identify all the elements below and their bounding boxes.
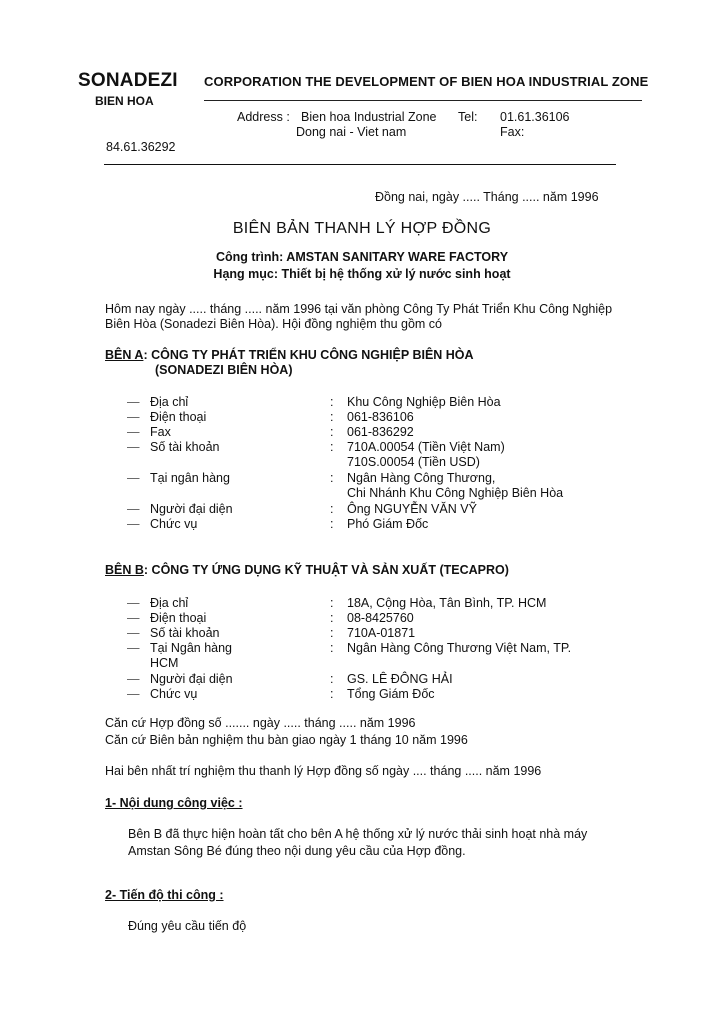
detail-colon: : <box>330 425 334 439</box>
fax-value: 84.61.36292 <box>106 140 176 154</box>
detail-colon: : <box>330 641 334 655</box>
bullet-dash: — <box>127 687 140 701</box>
detail-label: Địa chỉ <box>150 395 189 409</box>
corporation-underline <box>204 100 642 101</box>
detail-label: Tại ngân hàng <box>150 471 230 485</box>
project-line: Công trình: AMSTAN SANITARY WARE FACTORY <box>215 250 509 264</box>
basis-contract: Căn cứ Hợp đồng số ....... ngày ..... tháng ..... năm 1996 <box>105 716 416 730</box>
detail-label: Chức vụ <box>150 517 198 531</box>
detail-value: Ông NGUYỄN VĂN VỸ <box>347 502 477 516</box>
bullet-dash: — <box>127 596 140 610</box>
detail-colon: : <box>330 517 334 531</box>
bullet-dash: — <box>127 471 140 485</box>
detail-label: Người đại diện <box>150 502 233 516</box>
company-logo-text: SONADEZI <box>78 70 178 91</box>
basis-handover: Căn cứ Biên bản nghiệm thu bàn giao ngày 1 tháng 10 năm 1996 <box>105 733 468 747</box>
detail-label: Fax <box>150 425 171 439</box>
detail-value-continued: HCM <box>150 656 179 670</box>
detail-value-continued: 710S.00054 (Tiền USD) <box>347 455 480 469</box>
detail-value: 710A.00054 (Tiền Việt Nam) <box>347 440 505 454</box>
detail-value: Tổng Giám Đốc <box>347 687 435 701</box>
detail-value: 08-8425760 <box>347 611 414 625</box>
detail-colon: : <box>330 502 334 516</box>
detail-label: Người đại diện <box>150 672 233 686</box>
detail-label: Điện thoại <box>150 410 207 424</box>
party-a-name: : CÔNG TY PHÁT TRIỂN KHU CÔNG NGHIỆP BIÊN HÒA <box>143 348 474 362</box>
bullet-dash: — <box>127 502 140 516</box>
bullet-dash: — <box>127 672 140 686</box>
detail-value: GS. LÊ ĐÔNG HẢI <box>347 672 453 686</box>
bullet-dash: — <box>127 611 140 625</box>
category-line: Hạng mục: Thiết bị hệ thống xử lý nước sinh hoạt <box>213 267 511 281</box>
bullet-dash: — <box>127 440 140 454</box>
detail-value: 061-836292 <box>347 425 414 439</box>
party-b-label: BÊN B <box>105 563 144 577</box>
section-1-heading: 1- Nội dung công việc : <box>105 796 243 810</box>
header-divider <box>104 164 616 165</box>
party-b-heading <box>105 563 509 577</box>
bullet-dash: — <box>127 517 140 531</box>
detail-value: 710A-01871 <box>347 626 416 640</box>
document-title: BIÊN BẢN THANH LÝ HỢP ĐỒNG <box>232 220 492 237</box>
detail-label: Tại Ngân hàng <box>150 641 233 655</box>
bullet-dash: — <box>127 641 140 655</box>
bullet-dash: — <box>127 626 140 640</box>
bullet-dash: — <box>127 410 140 424</box>
detail-label: Số tài khoản <box>150 626 220 640</box>
tel-label: Tel: <box>458 110 478 124</box>
detail-colon: : <box>330 395 334 409</box>
detail-colon: : <box>330 687 334 701</box>
party-b-name: : CÔNG TY ỨNG DỤNG KỸ THUẬT VÀ SẢN XUẤT (TECAPRO) <box>143 563 509 577</box>
party-a-heading <box>105 348 474 362</box>
detail-colon: : <box>330 596 334 610</box>
corporation-name: CORPORATION THE DEVELOPMENT OF BIEN HOA INDUSTRIAL ZONE <box>204 74 649 89</box>
detail-value-continued: Chi Nhánh Khu Công Nghiệp Biên Hòa <box>347 486 564 500</box>
detail-colon: : <box>330 626 334 640</box>
party-a-name-sub: (SONADEZI BIÊN HÒA) <box>155 363 293 377</box>
section-2-heading: 2- Tiến độ thi công : <box>105 888 224 902</box>
detail-value: Ngân Hàng Công Thương, <box>347 471 496 485</box>
tel-value: 01.61.36106 <box>500 110 570 124</box>
detail-value: 061-836106 <box>347 410 414 424</box>
bullet-dash: — <box>127 425 140 439</box>
section-1-body: Bên B đã thực hiện hoàn tất cho bên A hệ thống xử lý nước thải sinh hoạt nhà máy Amstan Sông Bé đúng theo nội dung yêu cầu của Hợp đồng. <box>128 827 588 858</box>
fax-label: Fax: <box>500 125 525 139</box>
agreement-line: Hai bên nhất trí nghiệm thu thanh lý Hợp đồng số ngày .... tháng ..... năm 1996 <box>105 764 542 778</box>
detail-colon: : <box>330 611 334 625</box>
company-location: BIEN HOA <box>95 94 154 108</box>
intro-paragraph: Hôm nay ngày ..... tháng ..... năm 1996 tại văn phòng Công Ty Phát Triển Khu Công Nghiệp Biên Hòa (Sonadezi Biên Hòa). Hội đồng nghiệm thu gồm có <box>105 302 613 331</box>
detail-colon: : <box>330 471 334 485</box>
detail-colon: : <box>330 410 334 424</box>
detail-value: Khu Công Nghiệp Biên Hòa <box>347 395 501 409</box>
detail-colon: : <box>330 672 334 686</box>
address-line-2: Dong nai - Viet nam <box>296 125 407 139</box>
address-line-1: Bien hoa Industrial Zone <box>301 110 437 124</box>
address-label: Address : <box>237 110 290 124</box>
detail-label: Số tài khoản <box>150 440 220 454</box>
detail-label: Địa chỉ <box>150 596 189 610</box>
detail-colon: : <box>330 440 334 454</box>
party-a-label: BÊN A <box>105 348 144 362</box>
bullet-dash: — <box>127 395 140 409</box>
detail-value: Phó Giám Đốc <box>347 517 429 531</box>
date-line: Đồng nai, ngày ..... Tháng ..... năm 1996 <box>375 190 599 204</box>
section-2-body: Đúng yêu cầu tiến độ <box>128 919 247 933</box>
detail-value: 18A, Cộng Hòa, Tân Bình, TP. HCM <box>347 596 547 610</box>
detail-label: Điện thoại <box>150 611 207 625</box>
detail-label: Chức vụ <box>150 687 198 701</box>
detail-value: Ngân Hàng Công Thương Việt Nam, TP. <box>347 641 572 655</box>
